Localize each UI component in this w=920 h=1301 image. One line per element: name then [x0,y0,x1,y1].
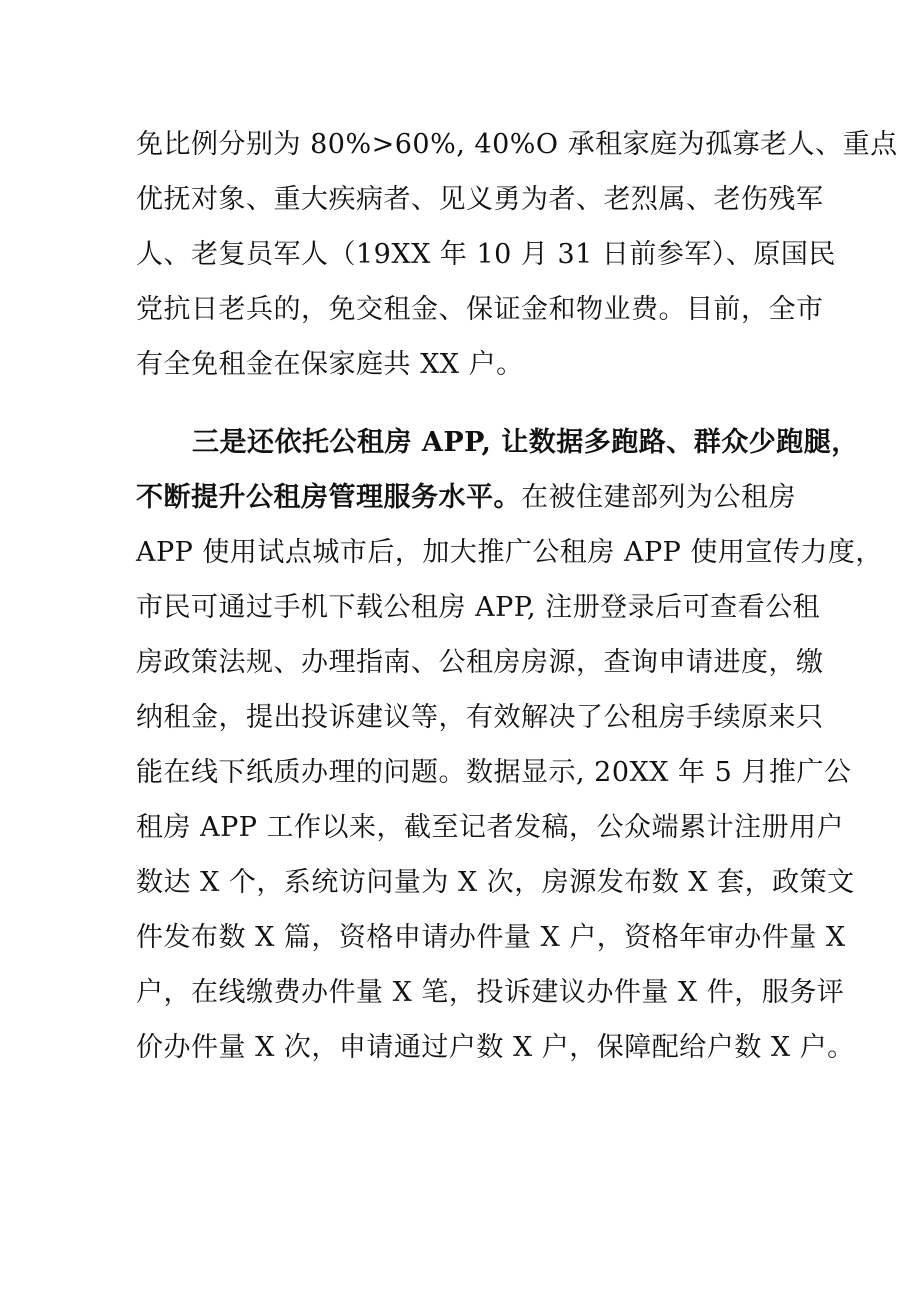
paragraph-line: 免比例分别为 80%>60%, 40%O 承租家庭为孤寡老人、重点 [136,129,898,160]
paragraph-line: 租房 APP 工作以来，截至记者发稿，公众端累计注册用户 [136,812,844,843]
section-heading-continuation: 不断提升公租房管理服务水平。 [136,482,521,513]
paragraph-line: 纳租金，提出投诉建议等，有效解决了公租房手续原来只 [136,702,824,733]
mixed-line [136,480,796,516]
paragraph-line: 数达 X 个，系统访问量为 X 次，房源发布数 X 套，政策文 [136,867,855,898]
paragraph-text: 在被住建部列为公租房 [521,482,796,513]
paragraph-line: 能在线下纸质办理的问题。数据显示, 20XX 年 5 月推广公 [136,757,852,788]
paragraph-line: APP 使用试点城市后，加大推广公租房 APP 使用宣传力度， [136,537,883,568]
paragraph-line: 件发布数 X 篇，资格申请办件量 X 户，资格年审办件量 X [136,922,846,953]
paragraph-line: 市民可通过手机下载公租房 APP, 注册登录后可查看公租 [136,592,821,623]
paragraph-line: 优抚对象、重大疾病者、见义勇为者、老烈属、老伤残军 [136,184,824,215]
paragraph-line: 有全免租金在保家庭共 XX 户。 [136,349,524,380]
paragraph-line: 房政策法规、办理指南、公租房房源，查询申请进度，缴 [136,647,824,678]
section-heading-line: 三是还依托公租房 APP, 让数据多跑路、群众少跑腿， [192,427,859,458]
paragraph-line: 党抗日老兵的，免交租金、保证金和物业费。目前，全市 [136,294,824,325]
paragraph-line: 人、老复员军人（19XX 年 10 月 31 日前参军）、原国民 [136,239,836,270]
paragraph-line: 户，在线缴费办件量 X 笔，投诉建议办件量 X 件，服务评 [136,977,845,1008]
paragraph-line: 价办件量 X 次，申请通过户数 X 户，保障配给户数 X 户。 [136,1032,855,1063]
